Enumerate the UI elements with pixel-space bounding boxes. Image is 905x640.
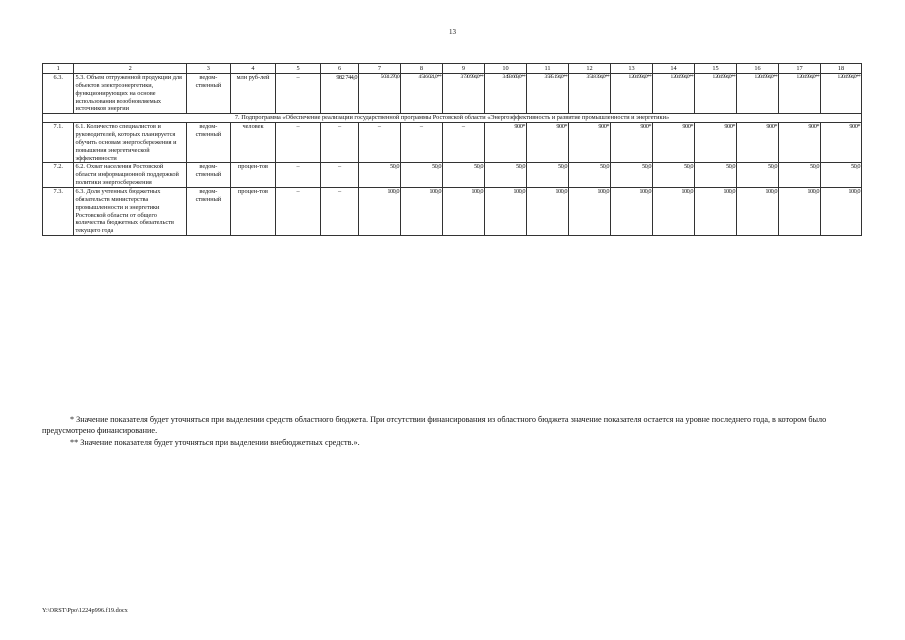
indicator-type: ведом-ственный	[186, 74, 230, 114]
value-cell: 100,0	[401, 188, 443, 236]
row-number: 7.1.	[43, 123, 74, 163]
value-cell: 100,0	[737, 188, 779, 236]
column-header: 3	[186, 64, 230, 74]
value-cell: 900*	[569, 123, 611, 163]
value-cell: 50,0	[611, 163, 653, 188]
value-cell: 900*	[779, 123, 821, 163]
value-cell: –	[321, 188, 359, 236]
unit: млн руб-лей	[230, 74, 275, 114]
value-cell: 50,0	[527, 163, 569, 188]
value-cell: 1 204 994,0**	[779, 74, 821, 114]
column-header: 6	[321, 64, 359, 74]
table-row-7-1	[43, 123, 862, 163]
value-cell: 900*	[695, 123, 737, 163]
value-cell: 100,0	[443, 188, 485, 236]
indicator-name: 6.2. Охват населения Ростовской области информационной поддержкой политики энергосбережения	[74, 163, 186, 188]
value-cell: 100,0	[527, 188, 569, 236]
value-cell: 5 031 270,0	[359, 74, 401, 114]
indicator-name: 5.3. Объем отгруженной продукции для объектов электроэнергетики, функционирующих на основе использования возобновляемых источников энергии	[74, 74, 186, 114]
row-number: 6.3.	[43, 74, 74, 114]
page-number: 13	[449, 28, 456, 36]
unit: процен-тов	[230, 188, 275, 236]
unit: процен-тов	[230, 163, 275, 188]
value-cell: 1 204 994,0**	[821, 74, 862, 114]
row-number: 7.2.	[43, 163, 74, 188]
column-header: 2	[74, 64, 186, 74]
row-number: 7.3.	[43, 188, 74, 236]
column-header: 4	[230, 64, 275, 74]
value-cell: 900*	[485, 123, 527, 163]
indicator-type: ведом-ственный	[186, 123, 230, 163]
value-cell: –	[321, 163, 359, 188]
value-cell: 100,0	[569, 188, 611, 236]
value-cell: 900*	[611, 123, 653, 163]
table-row-7-2	[43, 163, 862, 188]
value-cell: 100,0	[611, 188, 653, 236]
indicator-type: ведом-ственный	[186, 163, 230, 188]
value-cell: 50,0	[779, 163, 821, 188]
value-cell: 1 204 994,0**	[737, 74, 779, 114]
column-header: 13	[611, 64, 653, 74]
value-cell: 3 730 994,0**	[443, 74, 485, 114]
subprogram-row	[43, 114, 862, 123]
value-cell: –	[401, 123, 443, 163]
value-cell: –	[359, 123, 401, 163]
value-cell: 3 518 394,0**	[569, 74, 611, 114]
column-header: 14	[653, 64, 695, 74]
value-cell: 50,0	[443, 163, 485, 188]
value-cell: 100,0	[653, 188, 695, 236]
subprogram-title: 7. Подпрограмма «Обеспечение реализации государственной программы Ростовской области «Энергоэффективность и развитие промышленности и энергетики»	[43, 114, 862, 123]
column-header: 11	[527, 64, 569, 74]
unit: человек	[230, 123, 275, 163]
value-cell: 50,0	[695, 163, 737, 188]
value-cell: 1 204 994,0**	[653, 74, 695, 114]
value-cell: –	[276, 163, 321, 188]
value-cell: 1 204 994,0**	[695, 74, 737, 114]
column-header: 10	[485, 64, 527, 74]
column-header: 12	[569, 64, 611, 74]
value-cell: 3 493 669,0**	[485, 74, 527, 114]
value-cell: 50,0	[821, 163, 862, 188]
value-cell: 3 585 194,0**	[527, 74, 569, 114]
value-cell: 1 204 994,0**	[611, 74, 653, 114]
file-path: Y:\ORST\Ppo\1224p996.f19.docx	[42, 607, 128, 614]
footnote-extrabudget: ** Значение показателя будет уточняться при выделении внебюджетных средств.».	[70, 437, 360, 447]
value-cell: 100,0	[821, 188, 862, 236]
value-cell: –	[276, 74, 321, 114]
column-header: 16	[737, 64, 779, 74]
column-header: 1	[43, 64, 74, 74]
value-cell: –	[321, 123, 359, 163]
column-header: 18	[821, 64, 862, 74]
value-cell: 100,0	[695, 188, 737, 236]
indicators-table	[42, 63, 862, 236]
value-cell: 100,0	[779, 188, 821, 236]
value-cell: 4 516 021,0**	[401, 74, 443, 114]
value-cell: 100,0	[359, 188, 401, 236]
footnotes	[42, 414, 862, 448]
indicator-type: ведом-ственный	[186, 188, 230, 236]
value-cell: 50,0	[653, 163, 695, 188]
column-header: 17	[779, 64, 821, 74]
column-header: 5	[276, 64, 321, 74]
value-cell: 50,0	[485, 163, 527, 188]
value-cell: 100,0	[485, 188, 527, 236]
indicator-name: 6.1. Количество специалистов и руководителей, которых планируется обучить основам энергосбережения и повышения энергетической эффективности	[74, 123, 186, 163]
value-cell: –	[276, 123, 321, 163]
value-cell: 900*	[527, 123, 569, 163]
column-header: 9	[443, 64, 485, 74]
table-row-7-3	[43, 188, 862, 236]
indicator-name: 6.3. Доля учтенных бюджетных обязательств министерства промышленности и энергетики Ростовской области от общего количества бюджетных обязательств текущего года	[74, 188, 186, 236]
value-cell: 900*	[821, 123, 862, 163]
footnote-budget: * Значение показателя будет уточняться при выделении средств областного бюджета. При отсутствии финансирования из областного бюджета значение показателя остается на уровне последнего года, в котором было предусмотрено финансирование.	[42, 415, 827, 436]
value-cell: –	[443, 123, 485, 163]
value-cell: 50,0	[569, 163, 611, 188]
value-cell: 900*	[737, 123, 779, 163]
value-cell: 50,0	[737, 163, 779, 188]
column-header: 7	[359, 64, 401, 74]
column-header: 15	[695, 64, 737, 74]
column-header: 8	[401, 64, 443, 74]
value-cell: 982 744,0	[321, 74, 359, 114]
value-cell: –	[276, 188, 321, 236]
header-row	[43, 64, 862, 74]
value-cell: 50,0	[401, 163, 443, 188]
value-cell: 900*	[653, 123, 695, 163]
value-cell: 50,0	[359, 163, 401, 188]
table-row-6-3	[43, 74, 862, 114]
